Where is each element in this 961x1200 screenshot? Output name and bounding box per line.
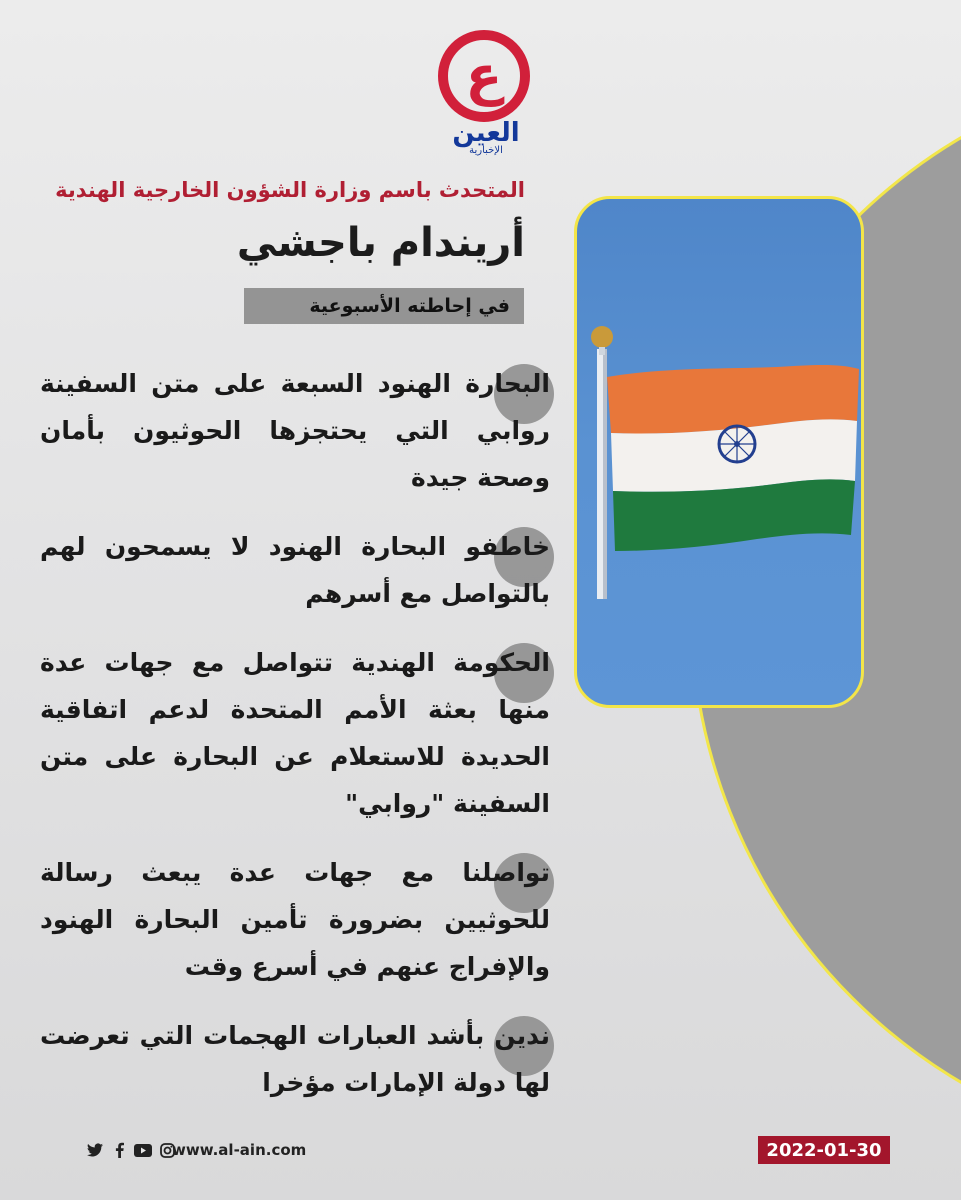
statement-text: تواصلنا مع جهات عدة يبعث رسالة للحوثيين بضرورة تأمين البحارة الهنود والإفراج عنهم في أسرع وقت xyxy=(40,858,550,981)
logo-name: العين xyxy=(452,118,520,148)
brand-logo xyxy=(428,24,538,164)
list-item xyxy=(40,849,550,990)
statement-text: خاطفو البحارة الهنود لا يسمحون لهم بالتواصل مع أسرهم xyxy=(40,532,550,608)
list-item xyxy=(40,639,550,827)
statement-text: البحارة الهنود السبعة على متن السفينة روابي التي يحتجزها الحوثيون بأمان وصحة جيدة xyxy=(40,369,550,492)
twitter-icon[interactable] xyxy=(86,1141,104,1159)
list-item xyxy=(40,523,550,617)
logo-subtitle: الإخبارية xyxy=(469,145,503,156)
statement-text: ندين بأشد العبارات الهجمات التي تعرضت لها دولة الإمارات مؤخرا xyxy=(40,1021,550,1097)
list-item xyxy=(40,1012,550,1106)
youtube-icon[interactable] xyxy=(134,1141,152,1159)
list-item xyxy=(40,360,550,501)
date-badge: 2022-01-30 xyxy=(758,1136,890,1164)
flag-photo xyxy=(574,196,864,708)
facebook-icon[interactable] xyxy=(110,1141,128,1159)
social-links xyxy=(86,1140,176,1160)
india-flag-illustration xyxy=(577,199,864,708)
speaker-name: أريندام باجشي xyxy=(236,220,525,266)
statement-text: الحكومة الهندية تتواصل مع جهات عدة منها بعثة الأمم المتحدة لدعم اتفاقية الحديدة للاستعلام عن البحارة على متن السفينة "روابي" xyxy=(40,648,550,818)
logo-glyph: ع xyxy=(465,44,503,107)
speaker-role: المتحدث باسم وزارة الشؤون الخارجية الهندية xyxy=(55,178,525,202)
context-tag-label: في إحاطته الأسبوعية xyxy=(309,295,510,317)
website-url[interactable]: www.al-ain.com xyxy=(172,1141,307,1159)
logo-ring xyxy=(438,30,530,122)
statement-list xyxy=(40,360,550,1128)
context-tag xyxy=(244,288,524,324)
